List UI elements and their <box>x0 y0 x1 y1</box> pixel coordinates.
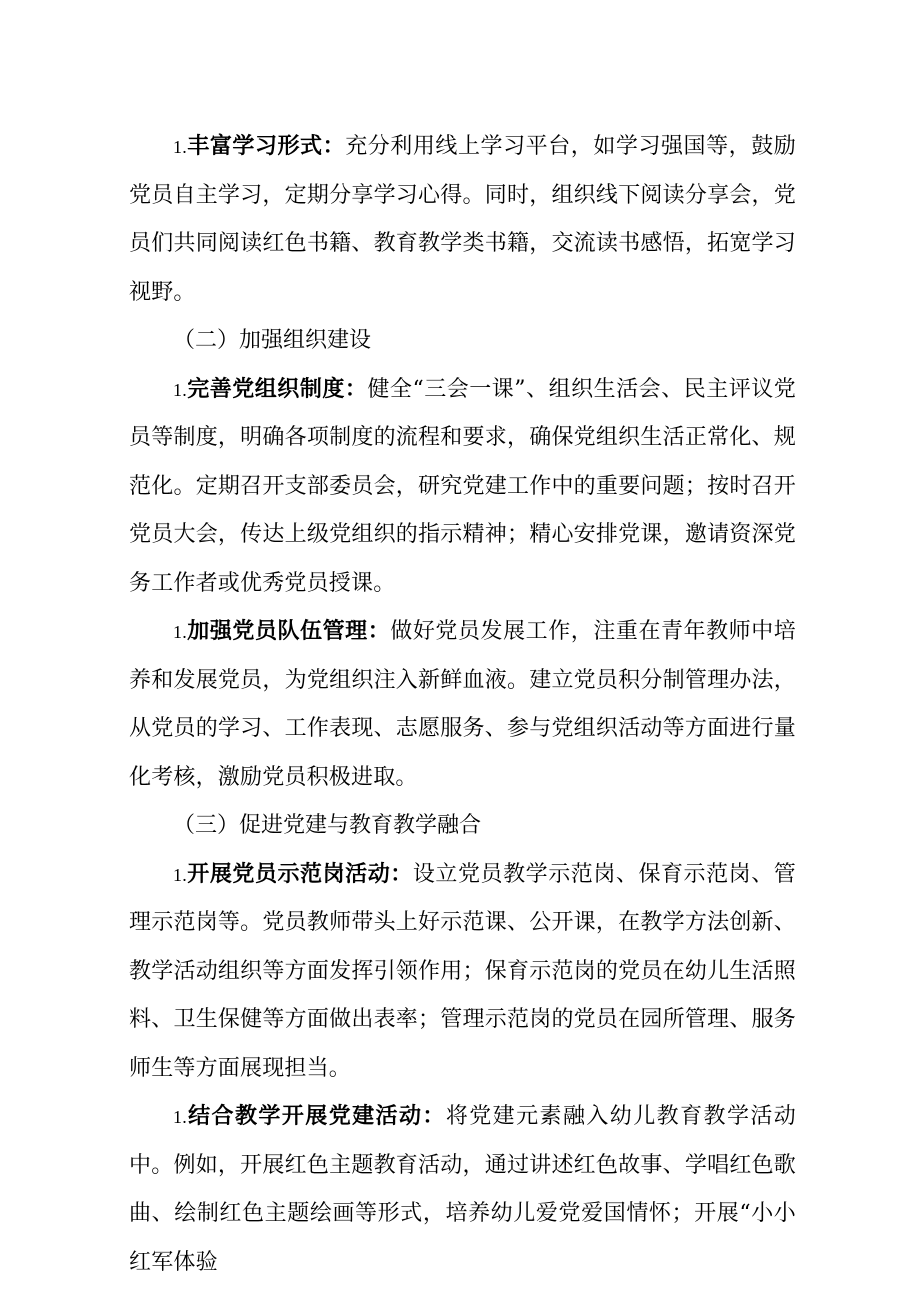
paragraph-improve-party-system <box>129 366 796 609</box>
item-number: 1. <box>173 622 187 642</box>
paragraph-lead: 结合教学开展党建活动： <box>186 1104 446 1129</box>
paragraph-lead: 丰富学习形式： <box>186 134 346 159</box>
paragraph-teaching-party-activity <box>129 1093 796 1287</box>
section-heading-2: （二）加强组织建设 <box>173 328 372 353</box>
item-number: 1. <box>173 137 187 157</box>
paragraph-text: 健全“三会一课”、组织生活会、民主评议党员等制度，明确各项制度的流程和要求，确保党组织生活正常化、规范化。定期召开支部委员会，研究党建工作中的重要问题；按时召开党员大会，传达上级党组织的指示精神；精心安排党课，邀请资深党务工作者或优秀党员授课。 <box>129 376 796 596</box>
paragraph-model-post-activity <box>129 851 796 1094</box>
paragraph-text: 将党建元素融入幼儿教育教学活动中。例如，开展红色主题教育活动，通过讲述红色故事、学唱红色歌曲、绘制红色主题绘画等形式，培养幼儿爱党爱国情怀；开展“小小红军体验 <box>129 1104 796 1275</box>
paragraph-member-management <box>129 608 796 802</box>
document-body <box>129 123 796 1287</box>
item-number: 1. <box>173 379 187 400</box>
paragraph-lead: 完善党组织制度： <box>186 376 368 402</box>
paragraph-text: 充分利用线上学习平台，如学习强国等，鼓励党员自主学习，定期分享学习心得。同时，组织线下阅读分享会，党员们共同阅读红色书籍、教育教学类书籍，交流读书感悟，拓宽学习视野。 <box>129 134 796 305</box>
item-number: 1. <box>173 864 187 885</box>
paragraph-lead: 开展党员示范岗活动： <box>186 861 413 887</box>
paragraph-lead: 加强党员队伍管理： <box>186 619 391 644</box>
paragraph-text: 设立党员教学示范岗、保育示范岗、管理示范岗等。党员教师带头上好示范课、公开课，在教学方法创新、教学活动组织等方面发挥引领作用；保育示范岗的党员在幼儿生活照料、卫生保健等方面做出表率；管理示范岗的党员在园所管理、服务师生等方面展现担当。 <box>129 861 796 1081</box>
paragraph-rich-learning-forms <box>129 123 796 317</box>
paragraph-text: 做好党员发展工作，注重在青年教师中培养和发展党员，为党组织注入新鲜血液。建立党员积分制管理办法，从党员的学习、工作表现、志愿服务、参与党组织活动等方面进行量化考核，激励党员积极进取。 <box>129 619 796 790</box>
section-heading-3: （三）促进党建与教育教学融合 <box>173 813 482 838</box>
item-number: 1. <box>173 1107 187 1127</box>
